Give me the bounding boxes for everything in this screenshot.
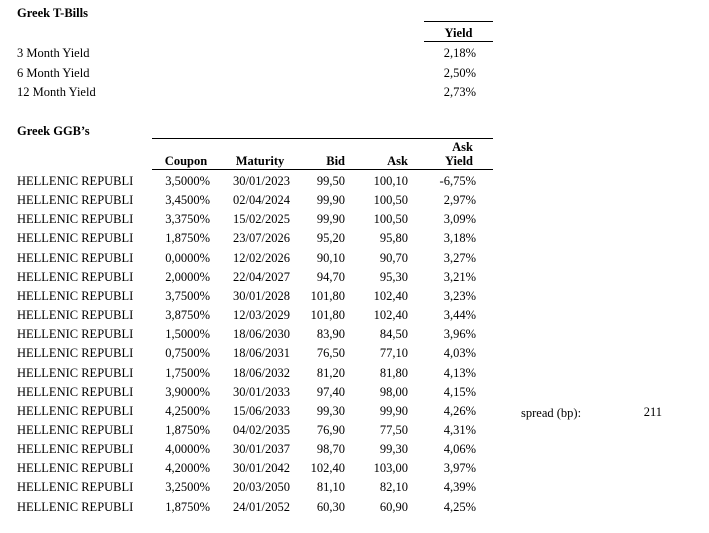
bond-ask: 100,10 (373, 174, 408, 188)
bond-ask: 99,30 (379, 442, 408, 457)
bond-coupon: 0,0000% (165, 250, 210, 265)
bond-coupon: 3,9000% (165, 384, 210, 399)
bond-ask: 100,50 (373, 212, 408, 227)
bond-name: HELLENIC REPUBLI (17, 461, 134, 476)
bond-maturity: 04/02/2035 (233, 422, 290, 437)
bond-maturity: 30/01/2023 (233, 174, 290, 188)
bond-ask: 77,50 (379, 422, 408, 437)
bond-ask: 103,00 (373, 461, 408, 476)
bond-ask: 81,80 (379, 365, 408, 380)
bond-coupon: 3,5000% (165, 174, 210, 188)
bond-name: HELLENIC REPUBLI (17, 231, 134, 246)
tbills-header-rule-bottom (424, 41, 493, 42)
bond-name: HELLENIC REPUBLI (17, 442, 134, 457)
bond-ask-yield: 3,09% (443, 212, 476, 227)
bond-ask-yield: 3,96% (443, 327, 476, 342)
coupon-header: Coupon (164, 154, 208, 168)
bond-ask: 99,90 (379, 403, 408, 418)
tbill-label: 3 Month Yield (17, 46, 90, 60)
bond-bid: 99,50 (316, 174, 345, 188)
tbill-label: 12 Month Yield (17, 85, 96, 99)
bond-ask-yield: 3,97% (443, 461, 476, 476)
bond-ask: 95,30 (379, 269, 408, 284)
bond-maturity: 18/06/2032 (233, 365, 290, 380)
spread-label: spread (bp): (521, 406, 582, 420)
bond-maturity: 23/07/2026 (233, 231, 290, 246)
bond-name: HELLENIC REPUBLI (17, 269, 134, 284)
bond-bid: 76,50 (316, 346, 345, 361)
ask-yield-header-line1: Ask (452, 140, 473, 154)
bond-bid: 99,90 (316, 193, 345, 208)
bond-coupon: 2,0000% (165, 269, 210, 284)
bond-coupon: 3,4500% (165, 193, 210, 208)
bond-ask-yield: 3,44% (443, 308, 476, 323)
tbills-yield-header: Yield (444, 26, 473, 40)
bond-coupon: 3,8750% (165, 308, 210, 323)
maturity-header: Maturity (235, 154, 285, 168)
bond-bid: 60,30 (316, 499, 345, 514)
bond-coupon: 3,2500% (165, 480, 210, 495)
bond-name: HELLENIC REPUBLI (17, 422, 134, 437)
bond-name: HELLENIC REPUBLI (17, 250, 134, 265)
bond-ask-yield: 3,23% (443, 288, 476, 303)
tbill-label: 6 Month Yield (17, 66, 90, 80)
bond-bid: 81,10 (316, 480, 345, 495)
bond-ask: 60,90 (379, 499, 408, 514)
ggbs-heading: Greek GGB’s (17, 124, 90, 138)
bond-bid: 81,20 (316, 365, 345, 380)
bid-header: Bid (326, 154, 345, 168)
bond-ask: 102,40 (373, 288, 408, 303)
bond-ask: 100,50 (373, 193, 408, 208)
bond-bid: 101,80 (310, 308, 345, 323)
bond-coupon: 4,0000% (165, 442, 210, 457)
bond-coupon: 0,7500% (165, 346, 210, 361)
bond-coupon: 1,8750% (165, 422, 210, 437)
bond-bid: 101,80 (310, 288, 345, 303)
bond-name: HELLENIC REPUBLI (17, 365, 134, 380)
bond-ask-yield: 4,25% (443, 499, 476, 514)
bond-bid: 98,70 (316, 442, 345, 457)
bond-bid: 102,40 (310, 461, 345, 476)
bond-bid: 90,10 (316, 250, 345, 265)
bond-name: HELLENIC REPUBLI (17, 327, 134, 342)
bond-maturity: 30/01/2042 (233, 461, 290, 476)
bond-maturity: 12/02/2026 (233, 250, 290, 265)
bond-ask-yield: 4,03% (443, 346, 476, 361)
bond-name: HELLENIC REPUBLI (17, 499, 134, 514)
bond-ask-yield: 4,39% (443, 480, 476, 495)
bond-ask-yield: -6,75% (439, 174, 476, 188)
bond-ask-yield: 4,15% (443, 384, 476, 399)
bond-maturity: 15/02/2025 (233, 212, 290, 227)
tbills-heading: Greek T-Bills (17, 6, 88, 20)
bond-ask: 102,40 (373, 308, 408, 323)
bond-coupon: 4,2000% (165, 461, 210, 476)
bond-bid: 99,90 (316, 212, 345, 227)
bond-ask: 84,50 (379, 327, 408, 342)
bond-ask-yield: 4,06% (443, 442, 476, 457)
bond-bid: 94,70 (316, 269, 345, 284)
bond-bid: 76,90 (316, 422, 345, 437)
bond-ask-yield: 3,21% (443, 269, 476, 284)
tbills-header-rule-top (424, 21, 493, 22)
bond-name: HELLENIC REPUBLI (17, 346, 134, 361)
bond-ask: 77,10 (379, 346, 408, 361)
bond-name: HELLENIC REPUBLI (17, 403, 134, 418)
bond-coupon: 3,7500% (165, 288, 210, 303)
bond-bid: 83,90 (316, 327, 345, 342)
bond-ask-yield: 2,97% (443, 193, 476, 208)
bond-maturity: 22/04/2027 (233, 269, 290, 284)
bond-maturity: 18/06/2030 (233, 327, 290, 342)
bond-ask: 82,10 (379, 480, 408, 495)
bond-ask: 90,70 (379, 250, 408, 265)
bond-ask-yield: 3,27% (443, 250, 476, 265)
bond-maturity: 15/06/2033 (233, 403, 290, 418)
spread-value: 211 (643, 405, 662, 419)
bond-maturity: 30/01/2033 (233, 384, 290, 399)
bond-name: HELLENIC REPUBLI (17, 212, 134, 227)
bond-maturity: 20/03/2050 (233, 480, 290, 495)
bond-ask-yield: 3,18% (443, 231, 476, 246)
bond-coupon: 1,8750% (165, 231, 210, 246)
bond-ask-yield: 4,26% (443, 403, 476, 418)
bond-maturity: 12/03/2029 (233, 308, 290, 323)
ggbs-header-rule-top (152, 138, 493, 139)
tbill-yield: 2,18% (443, 46, 476, 60)
bond-bid: 97,40 (316, 384, 345, 399)
bond-name: HELLENIC REPUBLI (17, 288, 134, 303)
bond-coupon: 1,5000% (165, 327, 210, 342)
tbill-yield: 2,50% (443, 66, 476, 80)
bond-maturity: 24/01/2052 (233, 499, 290, 514)
bond-name: HELLENIC REPUBLI (17, 480, 134, 495)
bond-maturity: 30/01/2028 (233, 288, 290, 303)
bond-ask-yield: 4,13% (443, 365, 476, 380)
ggbs-header-rule-bottom (152, 169, 493, 170)
bond-bid: 99,30 (316, 403, 345, 418)
bond-maturity: 02/04/2024 (233, 193, 290, 208)
bond-bid: 95,20 (316, 231, 345, 246)
bond-name: HELLENIC REPUBLI (17, 193, 134, 208)
bond-coupon: 1,7500% (165, 365, 210, 380)
bond-coupon: 4,2500% (165, 403, 210, 418)
bond-maturity: 18/06/2031 (233, 346, 290, 361)
bond-coupon: 3,3750% (165, 212, 210, 227)
ask-yield-header-line2: Yield (444, 154, 473, 168)
bond-maturity: 30/01/2037 (233, 442, 290, 457)
bond-coupon: 1,8750% (165, 499, 210, 514)
bond-name: HELLENIC REPUBLI (17, 174, 134, 188)
tbill-yield: 2,73% (443, 85, 476, 99)
bond-ask: 98,00 (379, 384, 408, 399)
bond-ask-yield: 4,31% (443, 422, 476, 437)
bond-ask: 95,80 (379, 231, 408, 246)
bond-name: HELLENIC REPUBLI (17, 384, 134, 399)
ask-header: Ask (387, 154, 408, 168)
bond-name: HELLENIC REPUBLI (17, 308, 134, 323)
